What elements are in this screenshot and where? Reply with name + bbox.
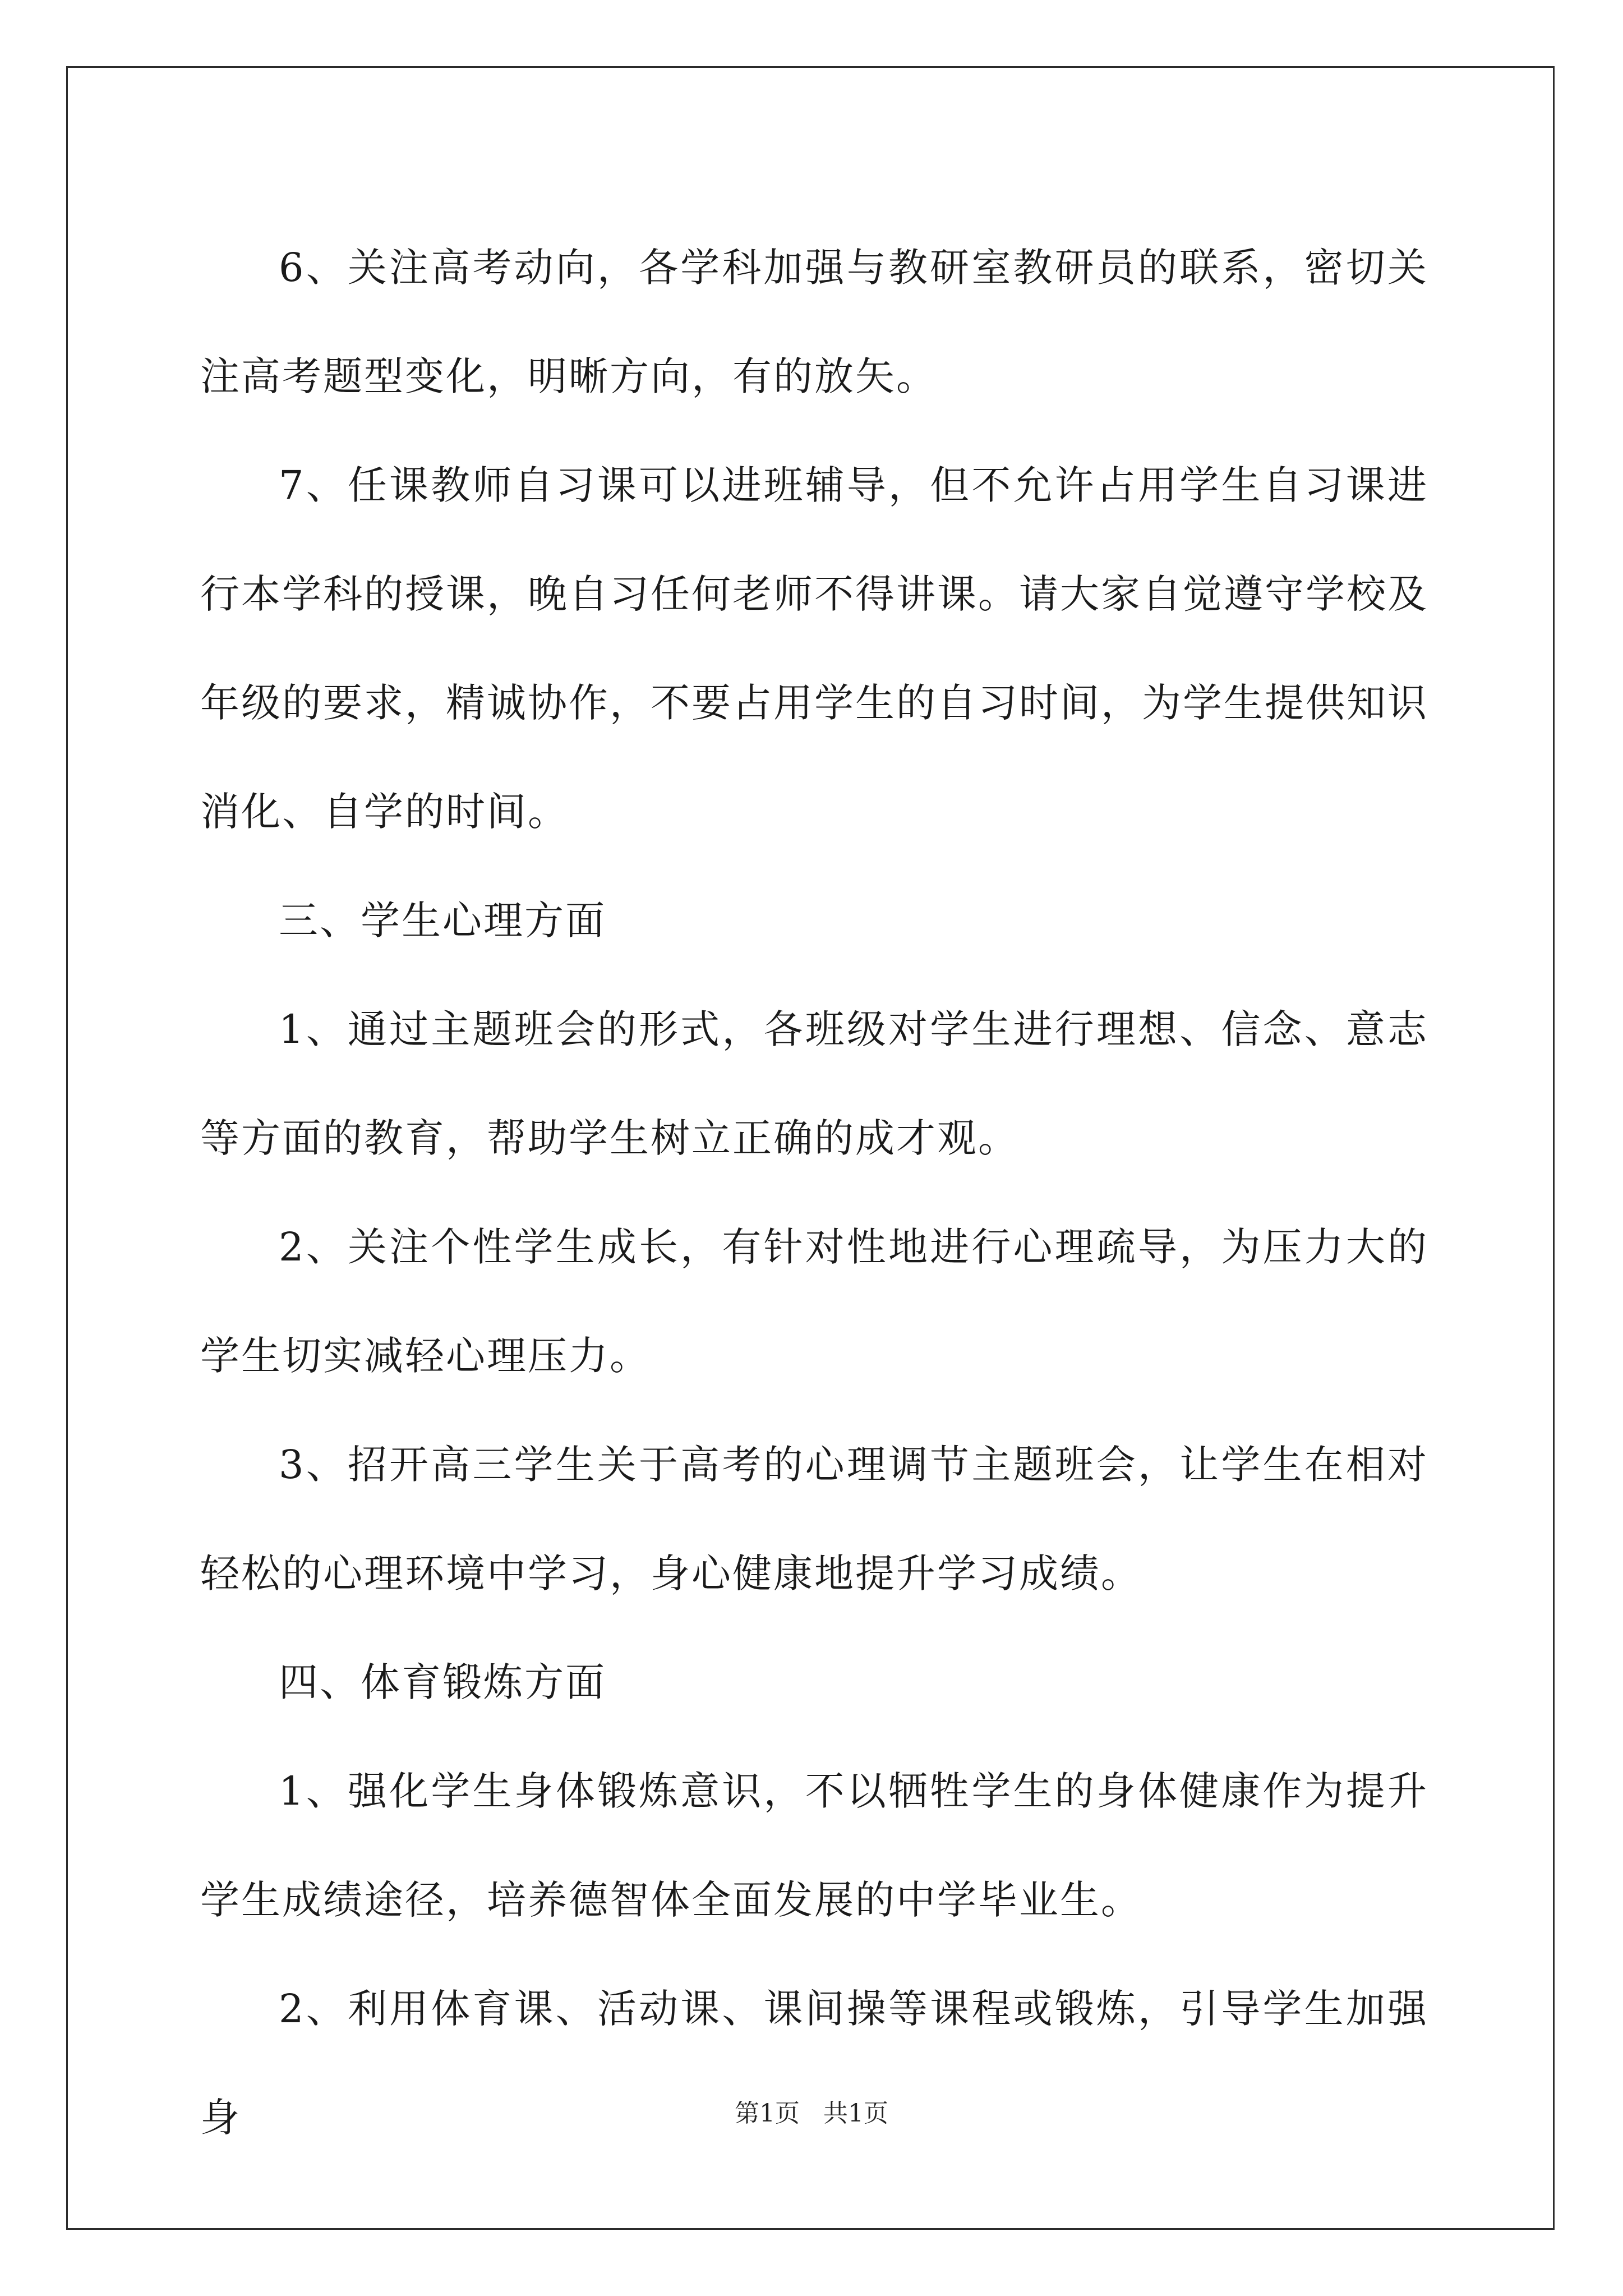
paragraph-item-7: 7、任课教师自习课可以进班辅导，但不允许占用学生自习课进行本学科的授课，晚自习任何老师不得讲课。请大家自觉遵守学校及年级的要求，精诚协作，不要占用学生的自习时间，为学生提供知识消化、自学的时间。 (200, 462, 1428, 835)
page-number: 第1页 (735, 2099, 800, 2128)
paragraph-psychology-1: 1、通过主题班会的形式，各班级对学生进行理想、信念、意志等方面的教育，帮助学生树立正确的成才观。 (200, 1006, 1428, 1161)
paragraph-psychology-2: 2、关注个性学生成长，有针对性地进行心理疏导，为压力大的学生切实减轻心理压力。 (200, 1224, 1428, 1379)
paragraph-psychology-3: 3、招开高三学生关于高考的心理调节主题班会，让学生在相对轻松的心理环境中学习，身心健康地提升学习成绩。 (200, 1442, 1428, 1596)
section-heading-psychology: 三、学生心理方面 (279, 898, 606, 944)
document-body (200, 213, 1428, 2172)
section-heading-physical: 四、体育锻炼方面 (279, 1659, 606, 1705)
page-total: 共1页 (823, 2099, 888, 2128)
paragraph-physical-2: 2、利用体育课、活动课、课间操等课程或锻炼，引导学生加强身 (200, 1986, 1428, 2141)
page-footer (0, 2097, 1623, 2131)
paragraph-physical-1: 1、强化学生身体锻炼意识，不以牺牲学生的身体健康作为提升学生成绩途径，培养德智体全面发展的中学毕业生。 (200, 1768, 1428, 1923)
paragraph-item-6: 6、关注高考动向，各学科加强与教研室教研员的联系，密切关注高考题型变化，明晰方向，有的放矢。 (200, 245, 1428, 399)
